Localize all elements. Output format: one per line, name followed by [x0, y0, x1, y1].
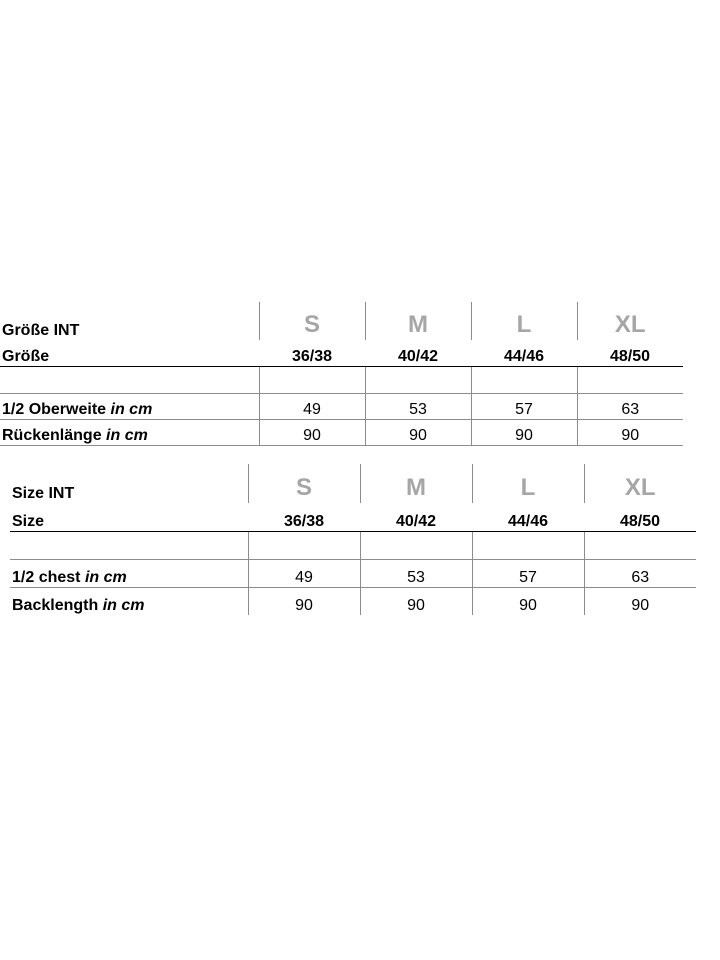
size-value-xl: 48/50 [577, 340, 683, 366]
measurement-label: Backlength in cm [12, 597, 145, 614]
measurement-value: 57 [471, 393, 577, 419]
spacer-row [10, 531, 696, 559]
measurement-value: 90 [577, 419, 683, 445]
size-int-row [10, 464, 696, 503]
measurement-value: 53 [365, 393, 471, 419]
size-row [10, 503, 696, 531]
size-l-header: L [472, 464, 584, 503]
size-xl-header: XL [584, 464, 696, 503]
spacer-cell [259, 366, 365, 393]
measurement-value: 90 [471, 419, 577, 445]
measurement-label: 1/2 chest in cm [10, 559, 248, 587]
spacer-row [0, 366, 683, 393]
measurement-value: 90 [365, 419, 471, 445]
measurement-row-backlength [10, 587, 696, 615]
spacer-cell [0, 366, 259, 393]
size-row-label: Size [10, 503, 248, 531]
measurement-value: 49 [259, 393, 365, 419]
measurement-label: 1/2 Oberweite in cm [0, 393, 259, 419]
spacer-cell [360, 531, 472, 559]
measurement-row-backlength [0, 419, 683, 445]
size-int-row [0, 302, 683, 340]
measurement-value: 90 [248, 587, 360, 615]
measurement-label: Rückenlänge in cm [0, 419, 259, 445]
size-int-label: Size INT [12, 485, 75, 502]
size-s-header: S [248, 464, 360, 503]
measurement-row-chest [10, 559, 696, 587]
spacer-cell [472, 531, 584, 559]
size-m-header: M [360, 464, 472, 503]
size-table-english [10, 464, 696, 615]
size-xl-header: XL [577, 302, 683, 340]
measurement-value: 63 [577, 393, 683, 419]
measurement-value: 90 [472, 587, 584, 615]
measurement-value: 90 [584, 587, 696, 615]
size-value-s: 36/38 [259, 340, 365, 366]
size-row [0, 340, 683, 366]
measurement-value: 90 [259, 419, 365, 445]
measurement-value: 53 [360, 559, 472, 587]
measurement-value: 57 [472, 559, 584, 587]
size-value-m: 40/42 [365, 340, 471, 366]
spacer-cell [248, 531, 360, 559]
measurement-value: 90 [360, 587, 472, 615]
measurement-value: 49 [248, 559, 360, 587]
spacer-cell [584, 531, 696, 559]
spacer-cell [365, 366, 471, 393]
size-value-s: 36/38 [248, 503, 360, 531]
size-row-label: Größe [0, 340, 259, 366]
size-m-header: M [365, 302, 471, 340]
spacer-cell [10, 531, 248, 559]
size-value-l: 44/46 [471, 340, 577, 366]
size-table-german [0, 302, 683, 446]
size-value-m: 40/42 [360, 503, 472, 531]
spacer-cell [471, 366, 577, 393]
measurement-value: 63 [584, 559, 696, 587]
size-value-l: 44/46 [472, 503, 584, 531]
spacer-cell [577, 366, 683, 393]
measurement-row-chest [0, 393, 683, 419]
size-int-label: Größe INT [2, 322, 80, 339]
size-value-xl: 48/50 [584, 503, 696, 531]
size-l-header: L [471, 302, 577, 340]
size-s-header: S [259, 302, 365, 340]
